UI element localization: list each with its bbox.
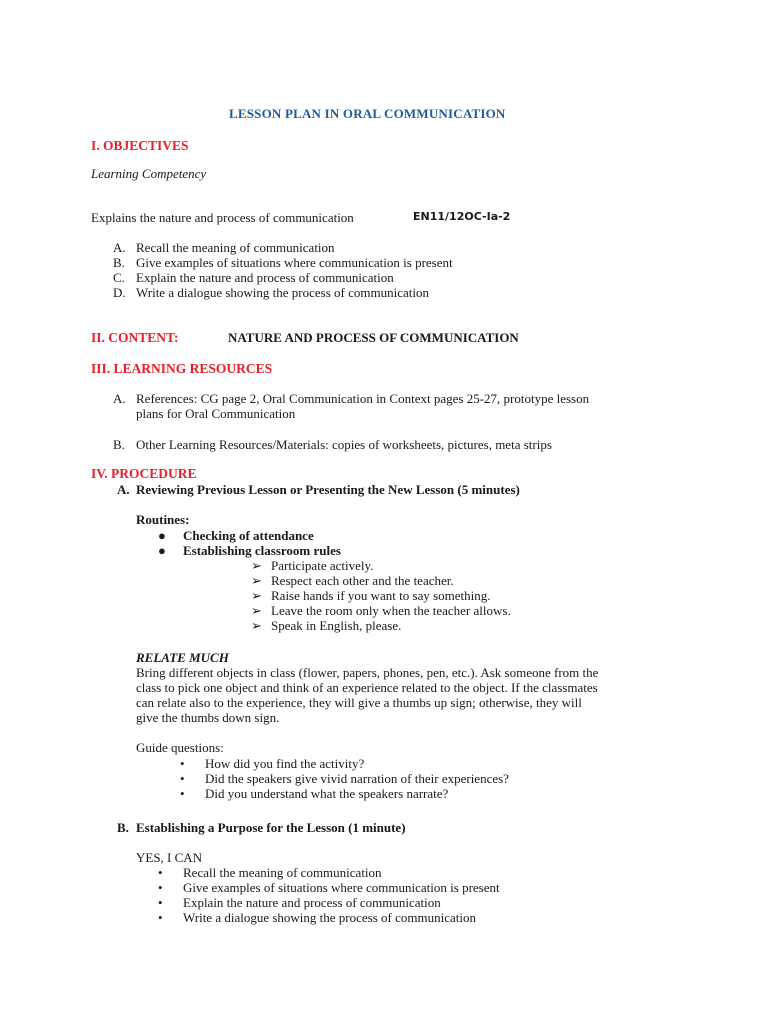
routines-label: Routines: bbox=[136, 512, 190, 527]
purpose-item-text: Explain the nature and process of communication bbox=[183, 895, 441, 910]
rule-item-text: Leave the room only when the teacher allows. bbox=[271, 603, 511, 618]
guide-question-item-marker: • bbox=[180, 786, 185, 801]
purpose-item-marker: • bbox=[158, 865, 163, 880]
references-marker: A. bbox=[113, 391, 126, 406]
other-resources-text: Other Learning Resources/Materials: copies of worksheets, pictures, meta strips bbox=[136, 437, 552, 452]
guide-questions-label: Guide questions: bbox=[136, 740, 224, 755]
objective-item-text: Recall the meaning of communication bbox=[136, 240, 335, 255]
purpose-item-marker: • bbox=[158, 880, 163, 895]
guide-question-item-text: Did you understand what the speakers narrate? bbox=[205, 786, 449, 801]
content-heading: II. CONTENT: bbox=[91, 330, 179, 345]
routine-item bbox=[158, 528, 558, 543]
objective-item bbox=[113, 270, 673, 285]
objective-item bbox=[113, 240, 673, 255]
guide-question-item-text: How did you find the activity? bbox=[205, 756, 365, 771]
purpose-item-text: Give examples of situations where communication is present bbox=[183, 880, 500, 895]
classroom-rules-list bbox=[251, 558, 671, 633]
relate-much-line: class to pick one object and think of an experience related to the object. If the classmates bbox=[136, 680, 598, 695]
relate-much-line: Bring different objects in class (flower, papers, phones, pen, etc.). Ask someone from the bbox=[136, 665, 599, 680]
objective-item-text: Explain the nature and process of communication bbox=[136, 270, 394, 285]
procedure-a-marker: A. bbox=[117, 482, 130, 497]
guide-question-item bbox=[180, 786, 600, 801]
relate-much-line: give the thumbs down sign. bbox=[136, 710, 280, 725]
relate-much-heading: RELATE MUCH bbox=[136, 650, 229, 665]
routine-item-marker: ● bbox=[158, 528, 166, 543]
rule-item-text: Raise hands if you want to say something. bbox=[271, 588, 491, 603]
procedure-b-heading: Establishing a Purpose for the Lesson (1 minute) bbox=[136, 820, 406, 835]
relate-much-line: can relate also to the experience, they will give a thumbs up sign; otherwise, they will bbox=[136, 695, 582, 710]
objective-item bbox=[113, 255, 673, 270]
routines-list bbox=[158, 528, 558, 558]
references-line-2: plans for Oral Communication bbox=[136, 406, 296, 421]
content-value: NATURE AND PROCESS OF COMMUNICATION bbox=[228, 330, 519, 345]
objective-item bbox=[113, 285, 673, 300]
learning-resources-heading: III. LEARNING RESOURCES bbox=[91, 361, 273, 376]
objective-item-text: Give examples of situations where communication is present bbox=[136, 255, 453, 270]
objective-item-marker: D. bbox=[113, 285, 126, 300]
rule-item-marker: ➢ bbox=[251, 573, 262, 588]
other-resources-marker: B. bbox=[113, 437, 125, 452]
purpose-item-marker: • bbox=[158, 910, 163, 925]
guide-question-item-marker: • bbox=[180, 756, 185, 771]
yes-i-can-label: YES, I CAN bbox=[136, 850, 203, 865]
competency-code: EN11/12OC-Ia-2 bbox=[413, 210, 511, 223]
objective-item-marker: A. bbox=[113, 240, 126, 255]
rule-item-marker: ➢ bbox=[251, 558, 262, 573]
procedure-heading: IV. PROCEDURE bbox=[91, 466, 197, 481]
objective-item-text: Write a dialogue showing the process of communication bbox=[136, 285, 429, 300]
rule-item-text: Speak in English, please. bbox=[271, 618, 402, 633]
rule-item-marker: ➢ bbox=[251, 588, 262, 603]
guide-question-item bbox=[180, 771, 600, 786]
guide-questions-list bbox=[180, 756, 600, 801]
purpose-item bbox=[158, 895, 578, 910]
rule-item-marker: ➢ bbox=[251, 618, 262, 633]
routine-item-text: Establishing classroom rules bbox=[183, 543, 341, 558]
routine-item bbox=[158, 543, 558, 558]
learning-competency-label: Learning Competency bbox=[91, 166, 207, 181]
purpose-objectives-list bbox=[158, 865, 578, 925]
objective-item-marker: B. bbox=[113, 255, 125, 270]
references-line-1: References: CG page 2, Oral Communication in Context pages 25-27, prototype lesson bbox=[136, 391, 590, 406]
purpose-item bbox=[158, 910, 578, 925]
procedure-a-heading: Reviewing Previous Lesson or Presenting the New Lesson (5 minutes) bbox=[136, 482, 520, 497]
purpose-item bbox=[158, 865, 578, 880]
objective-item-marker: C. bbox=[113, 270, 125, 285]
document-title: LESSON PLAN IN ORAL COMMUNICATION bbox=[229, 106, 506, 121]
purpose-item bbox=[158, 880, 578, 895]
rule-item bbox=[251, 558, 671, 573]
objectives-heading: I. OBJECTIVES bbox=[91, 138, 189, 153]
rule-item bbox=[251, 618, 671, 633]
guide-question-item-marker: • bbox=[180, 771, 185, 786]
competency-text: Explains the nature and process of communication bbox=[91, 210, 354, 225]
guide-question-item bbox=[180, 756, 600, 771]
rule-item-text: Respect each other and the teacher. bbox=[271, 573, 454, 588]
objectives-list bbox=[113, 240, 673, 300]
rule-item-text: Participate actively. bbox=[271, 558, 374, 573]
relate-much-paragraph bbox=[136, 665, 598, 725]
rule-item-marker: ➢ bbox=[251, 603, 262, 618]
procedure-b-marker: B. bbox=[117, 820, 129, 835]
purpose-item-text: Write a dialogue showing the process of communication bbox=[183, 910, 476, 925]
rule-item bbox=[251, 573, 671, 588]
rule-item bbox=[251, 588, 671, 603]
rule-item bbox=[251, 603, 671, 618]
purpose-item-text: Recall the meaning of communication bbox=[183, 865, 382, 880]
purpose-item-marker: • bbox=[158, 895, 163, 910]
guide-question-item-text: Did the speakers give vivid narration of their experiences? bbox=[205, 771, 509, 786]
routine-item-marker: ● bbox=[158, 543, 166, 558]
routine-item-text: Checking of attendance bbox=[183, 528, 314, 543]
